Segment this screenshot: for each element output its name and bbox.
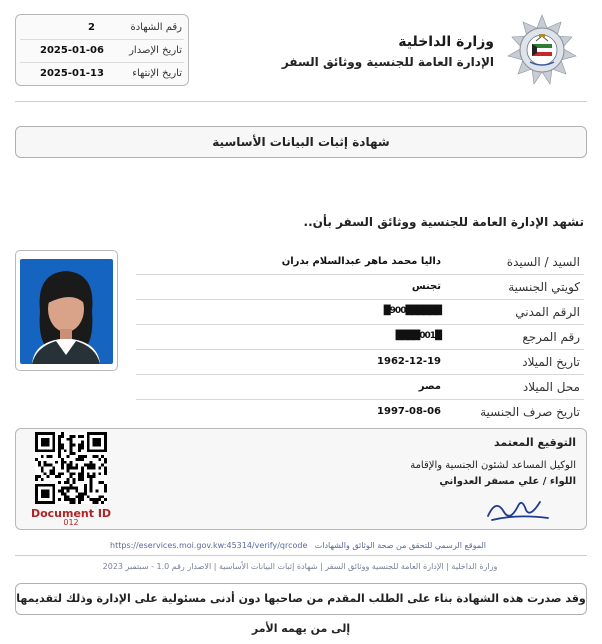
field-value-civil-id-redacted: ██████900█	[383, 306, 441, 316]
field-value-reference-redacted: █001████	[395, 331, 441, 341]
field-row-birth-place	[136, 375, 584, 400]
field-label-nationality: كويتي الجنسية	[508, 280, 580, 294]
field-label-nationality-date: تاريخ صرف الجنسية	[480, 405, 580, 419]
verification-qr-code[interactable]	[35, 432, 107, 504]
field-value-birth-date: 1962-12-19	[377, 356, 441, 367]
field-row-birth-date	[136, 350, 584, 375]
field-value-name: داليا محمد ماهر عبدالسلام بدران	[281, 256, 441, 267]
signatory-name: اللواء / علي مسفر العدواني	[439, 476, 576, 487]
field-row-name	[136, 250, 584, 275]
intro-statement: تشهد الإدارة العامة للجنسية ووثائق السفر بأن..	[303, 215, 584, 229]
field-label-name: السيد / السيدة	[506, 255, 580, 269]
expiry-date-value: 2025-01-13	[40, 68, 104, 79]
kuwait-police-emblem-icon	[506, 14, 578, 86]
field-label-civil-id: الرقم المدني	[515, 305, 580, 319]
certificate-number-label: رقم الشهادة	[130, 22, 182, 33]
signature-title: التوقيع المعتمد	[493, 436, 576, 449]
signatory-position: الوكيل المساعد لشئون الجنسية والإقامة	[410, 460, 576, 471]
verification-label: الموقع الرسمي للتحقق من صحة الوثائق والشهادات	[314, 541, 486, 550]
document-id-label: Document ID	[30, 507, 112, 520]
certificate-number-value: 2	[88, 22, 95, 33]
field-row-civil-id	[136, 300, 584, 325]
issue-date-row	[16, 40, 188, 63]
field-row-reference	[136, 325, 584, 350]
field-label-birth-date: تاريخ الميلاد	[522, 355, 580, 369]
expiry-date-label: تاريخ الإنتهاء	[132, 68, 182, 79]
header-divider	[15, 101, 587, 102]
disclaimer-notice: وقد صدرت هذه الشهادة بناء على الطلب المقدم من صاحبها دون أدنى مسئولية على الإدارة وذلك لتقديمها إلى من يهمه الأمر	[15, 583, 587, 615]
department-name: الإدارة العامة للجنسية ووثائق السفر	[281, 55, 494, 69]
field-label-birth-place: محل الميلاد	[522, 380, 580, 394]
ministry-name: وزارة الداخلية	[398, 34, 494, 50]
field-label-reference: رقم المرجع	[522, 330, 580, 344]
certificate-title: شهادة إثبات البيانات الأساسية	[15, 126, 587, 158]
holder-photo	[15, 250, 118, 371]
certificate-meta-box	[15, 14, 189, 86]
issue-date-value: 2025-01-06	[40, 45, 104, 56]
certificate-number-row	[16, 17, 188, 40]
field-row-nationality-date	[136, 400, 584, 425]
expiry-date-row	[16, 63, 188, 86]
field-value-nationality: تجنس	[411, 281, 441, 292]
field-value-nationality-date: 1997-08-06	[377, 406, 441, 417]
field-value-birth-place: مصر	[418, 381, 441, 392]
field-row-nationality	[136, 275, 584, 300]
footer-meta: وزارة الداخلية | الإدارة العامة للجنسية ووثائق السفر | شهادة إثبات البيانات الأساسية | الاصدار رقم 1.0 - سبتمبر 2023	[102, 562, 498, 571]
verification-url-link[interactable]: https://eservices.moi.gov.kw:45314/verify/qrcode	[110, 541, 308, 550]
document-id-value: 012	[63, 518, 79, 527]
footer-divider	[15, 555, 587, 556]
issue-date-label: تاريخ الإصدار	[129, 45, 182, 56]
handwritten-signature	[482, 488, 554, 528]
